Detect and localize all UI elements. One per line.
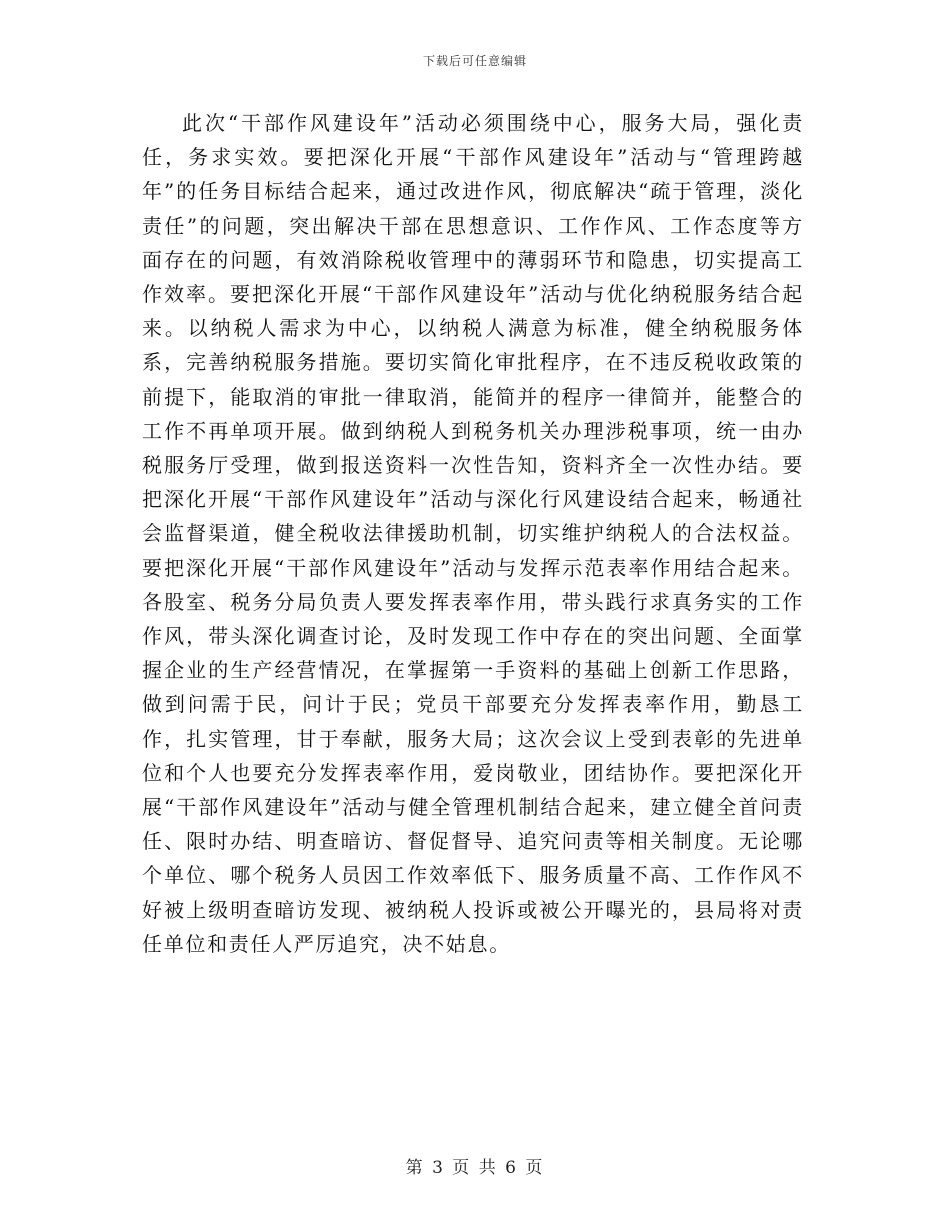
page-number-footer: 第 3 页 共 6 页 (405, 1158, 545, 1178)
body-paragraph: 此次“干部作风建设年”活动必须围绕中心，服务大局，强化责任，务求实效。要把深化开展“干部作风建设年”活动与“管理跨越年”的任务目标结合起来，通过改进作风，彻底解决“疏于管理，淡化责任”的问题，突出解决干部在思想意识、工作作风、工作态度等方面存在的问题，有效消除税收管理中的薄弱环节和隐患，切实提高工作效率。要把深化开展“干部作风建设年”活动与优化纳税服务结合起来。以纳税人需求为中心，以纳税人满意为标准，健全纳税服务体系，完善纳税服务措施。要切实简化审批程序，在不违反税收政策的前提下，能取消的审批一律取消，能简并的程序一律简并，能整合的工作不再单项开展。做到纳税人到税务机关办理涉税事项，统一由办税服务厅受理，做到报送资料一次性告知，资料齐全一次性办结。要把深化开展“干部作风建设年”活动与深化行风建设结合起来，畅通社会监督渠道，健全税收法律援助机制，切实维护纳税人的合法权益。要把深化开展“干部作风建设年”活动与发挥示范表率作用结合起来。各股室、税务分局负责人要发挥表率作用，带头践行求真务实的工作作风，带头深化调查讨论，及时发现工作中存在的突出问题、全面掌握企业的生产经营情况，在掌握第一手资料的基础上创新工作思路，做到问需于民，问计于民；党员干部要充分发挥表率作用，勤恳工作，扎实管理，甘于奉献，服务大局；这次会议上受到表彰的先进单位和个人也要充分发挥表率作用，爱岗敬业，团结协作。要把深化开展“干部作风建设年”活动与健全管理机制结合起来，建立健全首问责任、限时办结、明查暗访、督促督导、追究问责等相关制度。无论哪个单位、哪个税务人员因工作效率低下、服务质量不高、工作作风不好被上级明查暗访发现、被纳税人投诉或被公开曝光的，县局将对责任单位和责任人严厉追究，决不姑息。 (142, 111, 804, 956)
page-header-note: 下载后可任意编辑 (422, 54, 527, 68)
